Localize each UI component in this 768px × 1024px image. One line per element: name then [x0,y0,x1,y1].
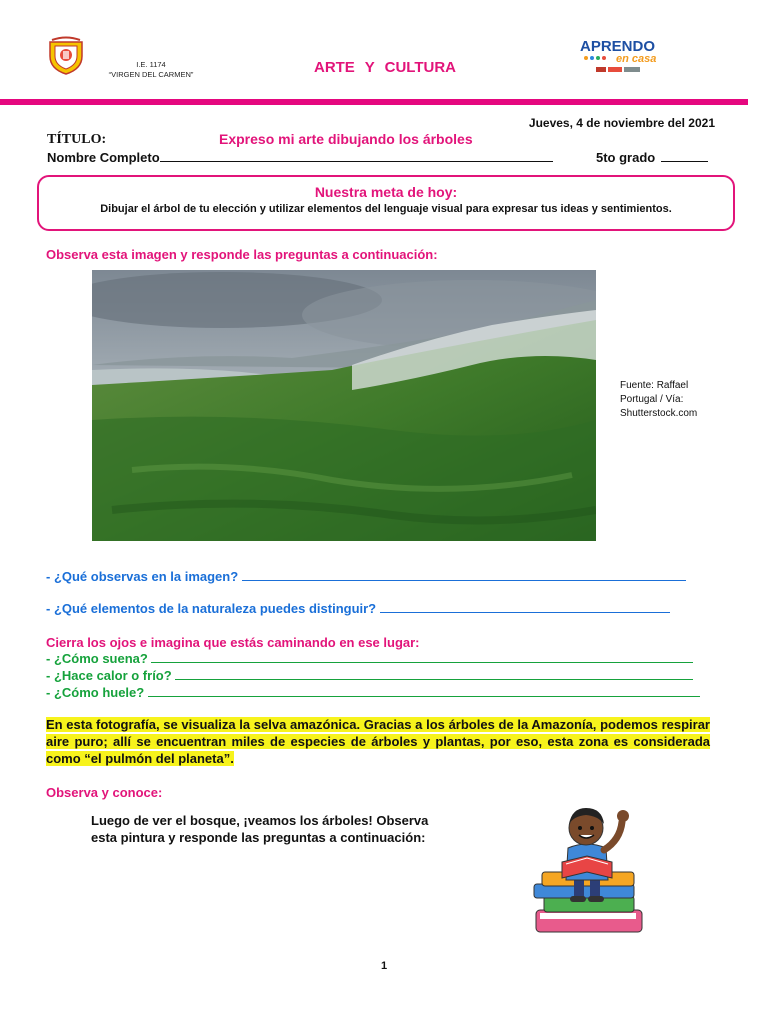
question-elements [46,601,670,616]
answer-line-temperature[interactable] [175,668,693,680]
boy-reading-illustration [522,800,652,940]
question-smell-text: - ¿Cómo huele? [46,685,145,700]
question-elements-text: - ¿Qué elementos de la naturaleza puedes distinguir? [46,601,377,616]
grade-blank-line[interactable] [661,151,708,162]
imagine-prompt: Cierra los ojos e imagina que estás caminando en ese lugar: [46,635,420,650]
school-code: I.E. 1174 [136,60,166,69]
school-name: “VIRGEN DEL CARMEN” [108,70,194,79]
grade-field [596,150,708,165]
highlight-end: . [230,751,234,766]
question-smell [46,685,700,700]
aprendo-en-casa-logo [576,36,686,78]
date-text: Jueves, 4 de noviembre del 2021 [528,116,715,130]
question-temperature-text: - ¿Hace calor o frío? [46,668,172,683]
observe-prompt: Observa esta imagen y responde las preguntas a continuación: [46,247,438,262]
photo-credit: Fuente: Raffael Portugal / Vía: Shutterstock.com [620,380,698,419]
question-temperature [46,668,693,683]
name-blank-line[interactable] [160,151,553,162]
question-sound-text: - ¿Cómo suena? [46,651,148,666]
brand-subtitle: en casa [616,53,657,65]
highlight-text: En esta fotografía, se visualiza la selva amazónica. Gracias a los árboles de la Amazonía, podemos respirar aire puro; allí se encuentran miles de especies de árboles y plantas, por eso, esta zona es considerada como [46,717,710,766]
question-sound [46,651,693,666]
goal-title: Nuestra meta de hoy: [314,184,458,200]
amazon-highlight-paragraph [46,716,710,767]
header-divider [0,99,748,105]
question-observe [46,569,686,584]
question-observe-text: - ¿Qué observas en la imagen? [46,569,239,584]
activity-title: Expreso mi arte dibujando los árboles [219,131,473,147]
page-number: 1 [380,960,388,972]
school-crest-icon [46,36,86,76]
school-identifier [96,60,206,80]
answer-line-observe[interactable] [242,569,686,581]
title-label: TÍTULO: [47,132,107,147]
answer-line-smell[interactable] [148,685,700,697]
section-intro: Luego de ver el bosque, ¡veamos los árboles! Observa esta pintura y responde las preguntas a continuación: [91,813,429,845]
grade-label: 5to grado [596,150,656,165]
subject-title: ARTE Y CULTURA [313,59,456,76]
goal-text: Dibujar el árbol de tu elección y utilizar elementos del lenguaje visual para expresar tus ideas y sentimientos. [100,203,672,215]
name-label: Nombre Completo [47,150,160,165]
answer-line-sound[interactable] [151,651,693,663]
answer-line-elements[interactable] [380,601,670,613]
highlight-quote: “el pulmón del planeta” [84,751,231,766]
rainforest-photo [92,270,596,541]
section-title: Observa y conoce: [46,785,163,800]
name-row [47,150,717,165]
brand-wordmark: APRENDO [580,38,656,55]
